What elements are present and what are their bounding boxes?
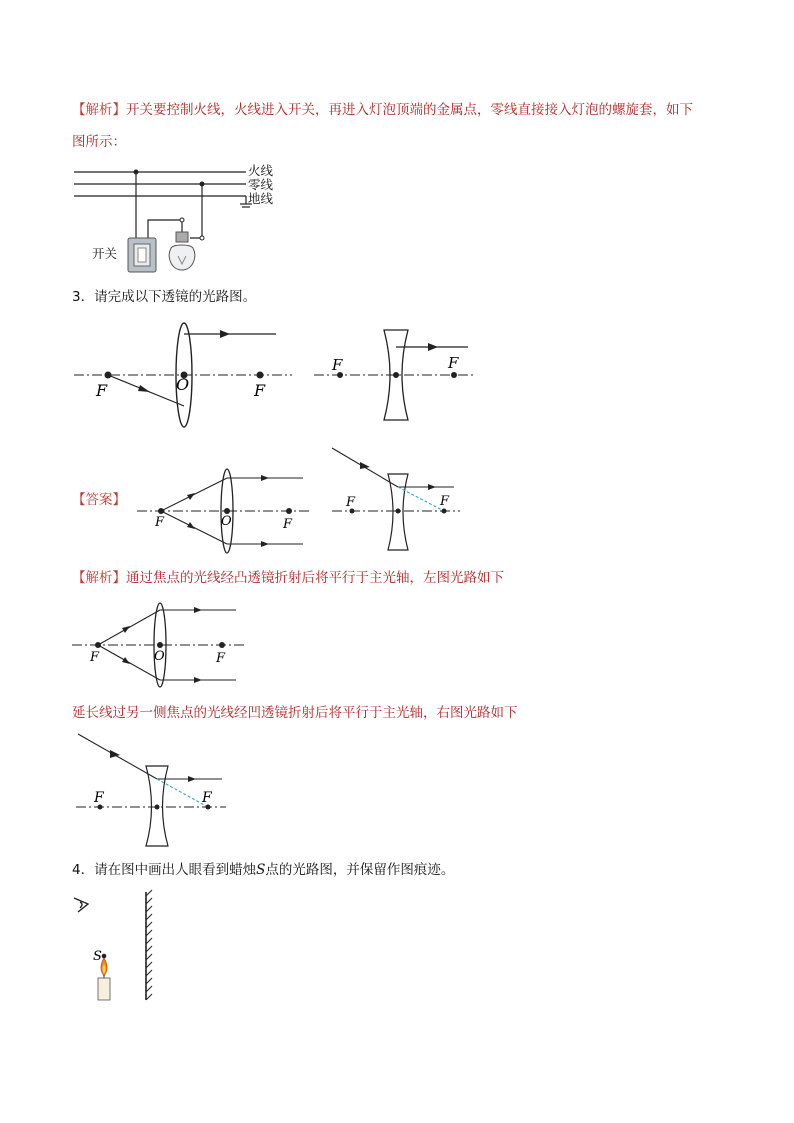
center-label: O	[176, 375, 190, 394]
question-4-s-label: S	[256, 862, 266, 878]
question-3: 3．请完成以下透镜的光路图。	[72, 289, 257, 305]
analysis-1-line1	[72, 100, 693, 120]
focus-label: F	[254, 381, 266, 400]
answer-convex-figure	[135, 466, 315, 556]
analysis-tag: 【解析】	[72, 102, 126, 118]
label-neutral: 零线	[248, 177, 274, 192]
question-4-text-b: 点的光路图，并保留作图痕迹。	[265, 862, 455, 878]
focus-label: F	[94, 790, 104, 806]
focus-label: F	[96, 381, 108, 400]
focus-label: F	[90, 650, 100, 665]
analysis-1-line2: 图所示：	[72, 134, 126, 150]
analysis-tag: 【解析】	[72, 570, 126, 586]
answer-concave-figure	[330, 444, 465, 552]
focus-label: F	[440, 494, 450, 509]
center-label: O	[154, 649, 165, 664]
candle-icon	[98, 958, 110, 1000]
focus-label: F	[448, 354, 459, 372]
focus-label: F	[346, 495, 356, 510]
answer-tag: 【答案】	[72, 492, 126, 508]
analysis-2	[72, 568, 504, 588]
question-4	[72, 860, 454, 880]
center-label: O	[221, 514, 232, 529]
question-4-text-a: 4．请在图中画出人眼看到蜡烛	[72, 862, 257, 878]
focus-label: F	[202, 790, 212, 806]
analysis-concave-figure	[74, 728, 234, 848]
label-switch: 开关	[92, 246, 118, 261]
label-live: 火线	[248, 163, 274, 178]
focus-label: F	[332, 356, 343, 374]
focus-label: F	[283, 517, 293, 532]
analysis-text: 通过焦点的光线经凸透镜折射后将平行于主光轴，左图光路如下	[126, 570, 504, 586]
analysis-3: 延长线过另一侧焦点的光线经凹透镜折射后将平行于主光轴，右图光路如下	[72, 705, 518, 721]
q4-mirror-candle-figure	[70, 890, 170, 1005]
source-label: S	[93, 949, 102, 964]
q3-concave-lens-figure	[312, 326, 482, 426]
analysis-convex-figure	[70, 600, 250, 690]
analysis-text: 开关要控制火线，火线进入开关，再进入灯泡顶端的金属点，零线直接接入灯泡的螺旋套，如下	[126, 102, 693, 118]
focus-label: F	[216, 651, 226, 666]
q3-convex-lens-figure	[70, 318, 300, 433]
label-ground: 地线	[248, 191, 274, 206]
focus-label: F	[155, 515, 165, 530]
eye-icon	[74, 898, 88, 912]
